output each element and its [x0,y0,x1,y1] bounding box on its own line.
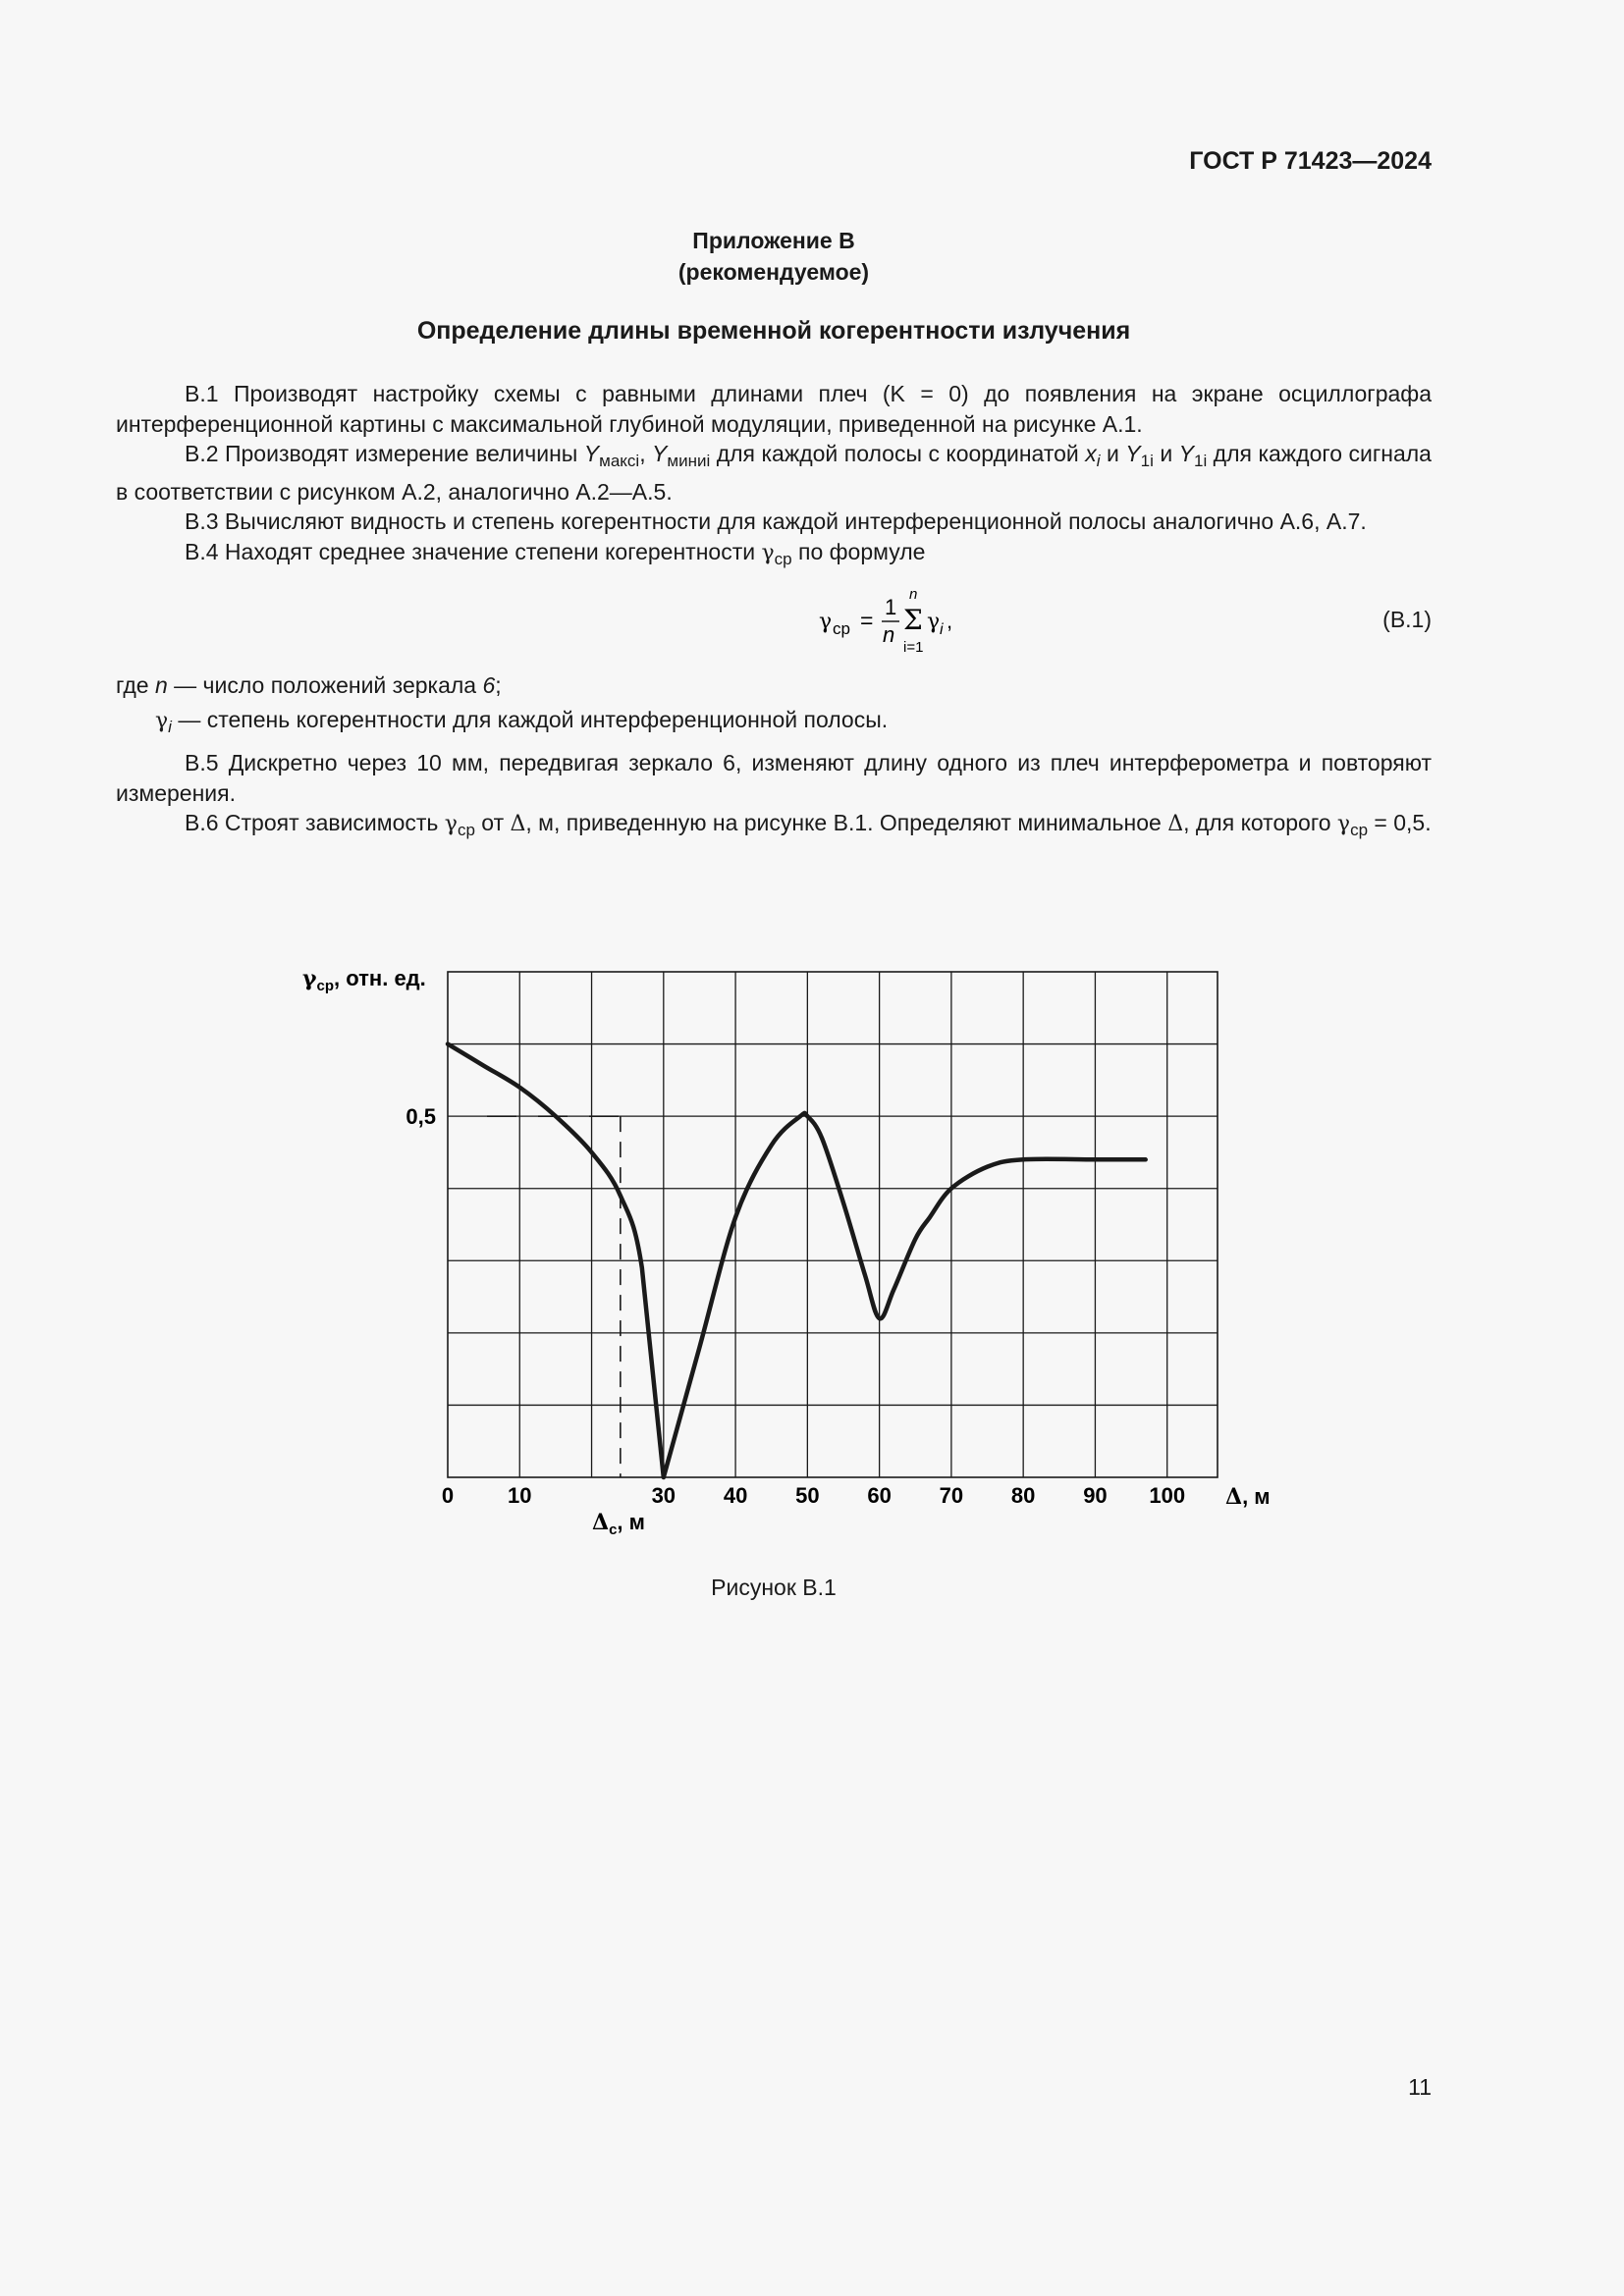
delta-c-label: $\Delta_c$, м [592,1510,645,1538]
sum-lower-limit: i=1 [903,639,924,656]
subscript: i [1096,452,1101,470]
paragraph-b1: В.1 Производят настройку схемы с равными длинами плеч (K = 0) до появления на экране осциллографа интерференционной картины с максимальной глубиной модуляции, приведенной на рисунке А.1. [116,381,1432,437]
annex-status: (рекомендуемое) [677,259,870,285]
text-run: , м, приведенную на рисунке В.1. Определяют минимальное [525,810,1168,835]
symbol-y: Y [1125,441,1141,466]
annex-label: Приложение В [692,228,855,253]
chart-grid [448,972,1218,1477]
paragraph-b3: В.3 Вычисляют видность и степень когерентности для каждой интерференционной полосы аналогично А.6, А.7. [185,508,1367,534]
subscript: ср [774,549,792,568]
subscript: i [168,717,172,736]
text-run: по формуле [791,538,926,564]
text-run: В.4 Находят среднее значение степени когерентности [185,538,762,564]
mirror-number: 6 [482,672,496,698]
page-number: 11 [1408,2074,1432,2100]
symbol-gamma: γ [155,708,169,733]
x-tick-label: 100 [1149,1483,1186,1508]
x-tick-label: 10 [508,1483,532,1508]
x-axis-label: Δ, м [1225,1484,1271,1510]
symbol-y: Y [1178,441,1194,466]
formula-gamma: γ [819,610,833,634]
plot-frame [448,972,1218,1477]
formula-equals: = [860,608,874,633]
formula-subscript: ср [833,619,850,638]
subscript: ср [457,821,475,839]
symbol-y: Y [583,441,600,466]
text-run: ; [495,672,502,698]
symbol-delta: Δ [1167,812,1184,836]
x-tick-label: 60 [867,1483,892,1508]
sum-sign: Σ [903,604,923,636]
symbol-gamma: γ [444,812,458,836]
text-run: и [1100,441,1126,466]
figure-caption: Рисунок В.1 [711,1575,837,1600]
subscript: 1i [1193,452,1208,470]
subscript: миниi [667,452,711,470]
text-run: , [639,441,653,466]
text-run: В.2 Производят измерение величины [185,441,584,466]
formula-comma: , [947,609,953,633]
text-run: для каждой полосы с координатой [710,441,1086,466]
x-tick-label: 70 [939,1483,964,1508]
text-run: — число положений зеркала [167,672,483,698]
annex-title: Определение длины временной когерентности излучения [416,317,1131,345]
paragraph-b5: В.5 Дискретно через 10 мм, передвигая зеркало 6, изменяют длину одного из плеч интерферометра и повторяют измерения. [116,750,1432,806]
symbol-x: x [1085,441,1097,466]
text-run: — степень когерентности для каждой интерференционной полосы. [171,706,889,732]
x-tick-label: 80 [1010,1483,1036,1508]
symbol-y: Y [652,441,668,466]
formula-numerator: 1 [885,595,897,619]
symbol-n: n [154,672,168,698]
formula-denominator: n [883,622,895,647]
text-run: В.6 Строят зависимость [185,810,445,835]
text-run: и [1153,441,1179,466]
text-run: от [474,810,511,835]
x-tick-label: 90 [1083,1483,1108,1508]
text-run: для каждого сигнала в соответствии с рисунком А.2, аналогично А.2—А.5. [116,441,1432,505]
symbol-gamma: γ [1336,812,1351,836]
y-tick-label: 0,5 [406,1104,436,1130]
symbol-gamma: γ [761,540,775,565]
x-tick-label: 50 [795,1483,820,1508]
text-run: где [116,672,155,698]
formula-subscript-i: i [940,621,944,638]
subscript: 1i [1140,452,1154,470]
symbol-delta: Δ [510,812,526,836]
x-tick-label: 40 [723,1483,748,1508]
formula-gamma-i: γ [927,610,941,634]
text-run: = 0,5. [1368,810,1432,835]
subscript: ср [1350,821,1369,839]
subscript: максi [599,452,640,470]
y-axis-label: $\gamma_{ср}$, отн. ед. [302,966,426,994]
sum-upper-limit: n [909,586,918,603]
text-run: , для которого [1183,810,1337,835]
x-tick-label: 0 [441,1483,455,1508]
document-code: ГОСТ Р 71423—2024 [1189,147,1432,175]
formula-number: (В.1) [1382,607,1432,632]
x-tick-label: 30 [651,1483,677,1508]
